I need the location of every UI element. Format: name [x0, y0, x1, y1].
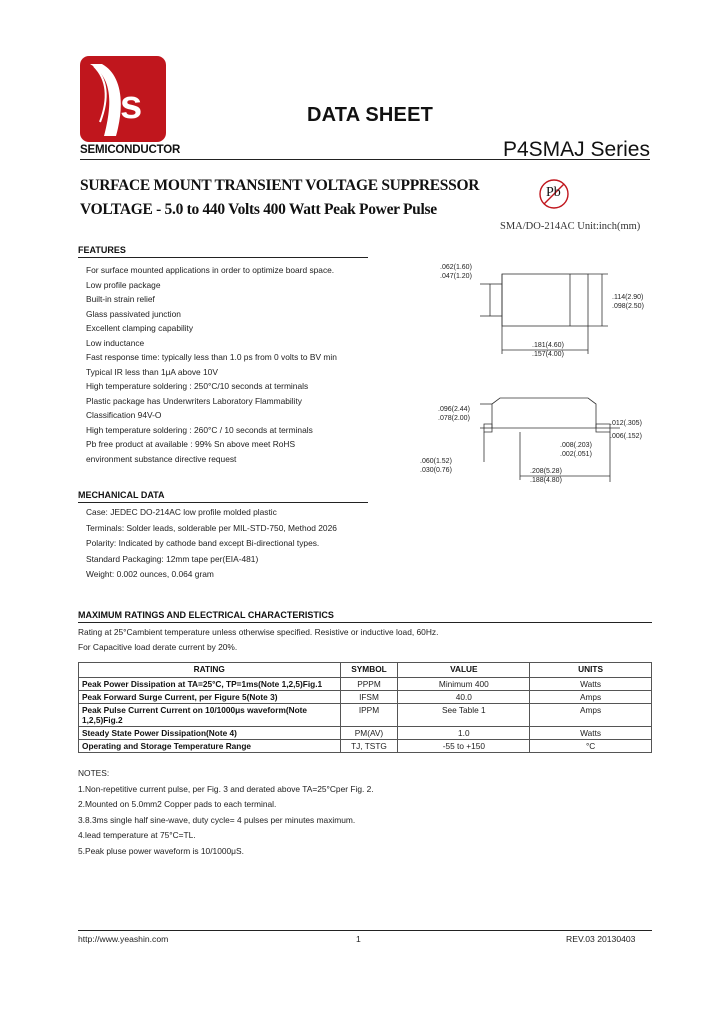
- dim-label: .181(4.60): [532, 342, 564, 349]
- cell-value: -55 to +150: [398, 740, 530, 753]
- page-title: DATA SHEET: [306, 104, 434, 126]
- note-item: 2.Mounted on 5.0mm2 Copper pads to each terminal.: [78, 799, 277, 809]
- cell-symbol: IFSM: [340, 691, 398, 704]
- dim-label: .062(1.60): [440, 264, 472, 271]
- features-rule: [78, 257, 368, 258]
- dim-label: .002(.051): [560, 451, 592, 458]
- dim-label: .098(2.50): [612, 303, 644, 310]
- feature-item: Typical IR less than 1μA above 10V: [86, 366, 218, 377]
- col-header-rating: RATING: [79, 663, 341, 678]
- cell-value: See Table 1: [398, 704, 530, 727]
- feature-item: High temperature soldering : 250°C/10 seconds at terminals: [86, 381, 309, 391]
- dim-label: .208(5.28): [530, 468, 562, 475]
- svg-text:s: s: [120, 83, 143, 127]
- feature-item: Low inductance: [86, 337, 145, 348]
- dim-label: .078(2.00): [438, 415, 470, 422]
- footer-page-number: 1: [356, 934, 361, 944]
- feature-item: Classification 94V-O: [86, 410, 162, 420]
- note-item: 1.Non-repetitive current pulse, per Fig. 3 and derated above TA=25°Cper Fig. 2.: [78, 783, 374, 794]
- cell-rating: Peak Pulse Current Current on 10/1000μs waveform(Note 1,2,5)Fig.2: [79, 704, 341, 727]
- series-name: P4SMAJ Series: [502, 138, 650, 161]
- cell-rating: Steady State Power Dissipation(Note 4): [79, 727, 341, 740]
- dim-label: .030(0.76): [420, 467, 452, 474]
- table-row: [79, 678, 652, 691]
- features-list: [86, 263, 337, 466]
- mechanical-item: Terminals: Solder leads, solderable per MIL-STD-750, Method 2026: [86, 522, 337, 533]
- company-logo: [80, 56, 166, 142]
- package-note: SMA/DO-214AC Unit:inch(mm): [500, 221, 641, 232]
- features-heading: FEATURES: [78, 245, 126, 255]
- feature-item: Glass passivated junction: [86, 308, 181, 319]
- feature-item: For surface mounted applications in order to optimize board space.: [86, 265, 335, 275]
- col-header-value: VALUE: [398, 663, 530, 678]
- table-row: [79, 727, 652, 740]
- ratings-heading: MAXIMUM RATINGS AND ELECTRICAL CHARACTERISTICS: [78, 610, 334, 620]
- logo-subtitle: SEMICONDUCTOR: [80, 144, 181, 156]
- cell-units: °C: [530, 740, 652, 753]
- feature-item: Excellent clamping capability: [86, 323, 194, 333]
- dim-label: .096(2.44): [438, 406, 470, 413]
- feature-item: Low profile package: [86, 279, 161, 290]
- cell-rating: Peak Power Dissipation at TA=25°C, TP=1ms(Note 1,2,5)Fig.1: [79, 678, 341, 691]
- feature-item: High temperature soldering : 260°C / 10 seconds at terminals: [86, 424, 313, 435]
- footer-rule: [78, 930, 652, 931]
- ratings-table-body: [79, 678, 652, 753]
- logo-mark-icon: [80, 56, 166, 142]
- dim-label: .006(.152): [610, 433, 642, 440]
- table-header-row: [79, 663, 652, 678]
- dim-label: .008(.203): [560, 442, 592, 449]
- notes-heading: NOTES:: [78, 768, 110, 778]
- headline-line2: VOLTAGE - 5.0 to 440 Volts 400 Watt Peak Power Pulse: [80, 201, 437, 218]
- dim-label: .047(1.20): [440, 273, 472, 280]
- cell-rating: Operating and Storage Temperature Range: [79, 740, 341, 753]
- mechanical-item: Case: JEDEC DO-214AC low profile molded plastic: [86, 507, 277, 517]
- package-diagram: [420, 262, 652, 492]
- cell-units: Amps: [530, 704, 652, 727]
- cell-symbol: PPPM: [340, 678, 398, 691]
- footer-revision: REV.03 20130403: [566, 934, 636, 944]
- pb-badge-text: Pb: [546, 185, 561, 200]
- cell-symbol: IPPM: [340, 704, 398, 727]
- cell-symbol: TJ, TSTG: [340, 740, 398, 753]
- table-row: [79, 704, 652, 727]
- dim-label: .157(4.00): [532, 351, 564, 358]
- cell-rating: Peak Forward Surge Current, per Figure 5(Note 3): [79, 691, 341, 704]
- mechanical-heading: MECHANICAL DATA: [78, 490, 165, 500]
- dim-label: .060(1.52): [420, 458, 452, 465]
- ratings-table: [78, 662, 652, 753]
- notes-block: [78, 766, 374, 859]
- feature-item: Pb free product at available : 99% Sn above meet RoHS: [86, 439, 296, 449]
- table-row: [79, 691, 652, 704]
- note-item: 3.8.3ms single half sine-wave, duty cycle= 4 pulses per minutes maximum.: [78, 814, 356, 825]
- feature-item: environment substance directive request: [86, 453, 237, 464]
- table-row: [79, 740, 652, 753]
- ratings-intro1: Rating at 25°Cambient temperature unless otherwise specified. Resistive or inductive load, 60Hz.: [78, 627, 439, 637]
- cell-value: Minimum 400: [398, 678, 530, 691]
- cell-units: Watts: [530, 678, 652, 691]
- cell-units: Amps: [530, 691, 652, 704]
- cell-value: 40.0: [398, 691, 530, 704]
- headline-line1: SURFACE MOUNT TRANSIENT VOLTAGE SUPPRESSOR: [80, 177, 480, 194]
- cell-value: 1.0: [398, 727, 530, 740]
- dim-label: .012(.305): [610, 420, 642, 427]
- col-header-symbol: SYMBOL: [340, 663, 398, 678]
- mechanical-rule: [78, 502, 368, 503]
- note-item: 4.lead temperature at 75°C=TL.: [78, 830, 196, 840]
- mechanical-item: Weight: 0.002 ounces, 0.064 gram: [86, 569, 214, 580]
- feature-item: Plastic package has Underwriters Laboratory Flammability: [86, 395, 302, 406]
- mechanical-item: Polarity: Indicated by cathode band except Bi-directional types.: [86, 538, 320, 549]
- note-item: 5.Peak pluse power waveform is 10/1000μS.: [78, 845, 244, 856]
- mechanical-list: [86, 505, 337, 583]
- cell-units: Watts: [530, 727, 652, 740]
- feature-item: Fast response time: typically less than 1.0 ps from 0 volts to BV min: [86, 352, 337, 362]
- footer-url[interactable]: http://www.yeashin.com: [78, 934, 169, 944]
- ratings-intro2: For Capacitive load derate current by 20%.: [78, 642, 238, 652]
- dim-label: .188(4.80): [530, 477, 562, 484]
- ratings-rule: [78, 622, 652, 623]
- feature-item: Built-in strain relief: [86, 294, 155, 304]
- col-header-units: UNITS: [530, 663, 652, 678]
- mechanical-item: Standard Packaging: 12mm tape per(EIA-481): [86, 553, 259, 564]
- dim-label: .114(2.90): [612, 294, 644, 301]
- cell-symbol: PM(AV): [340, 727, 398, 740]
